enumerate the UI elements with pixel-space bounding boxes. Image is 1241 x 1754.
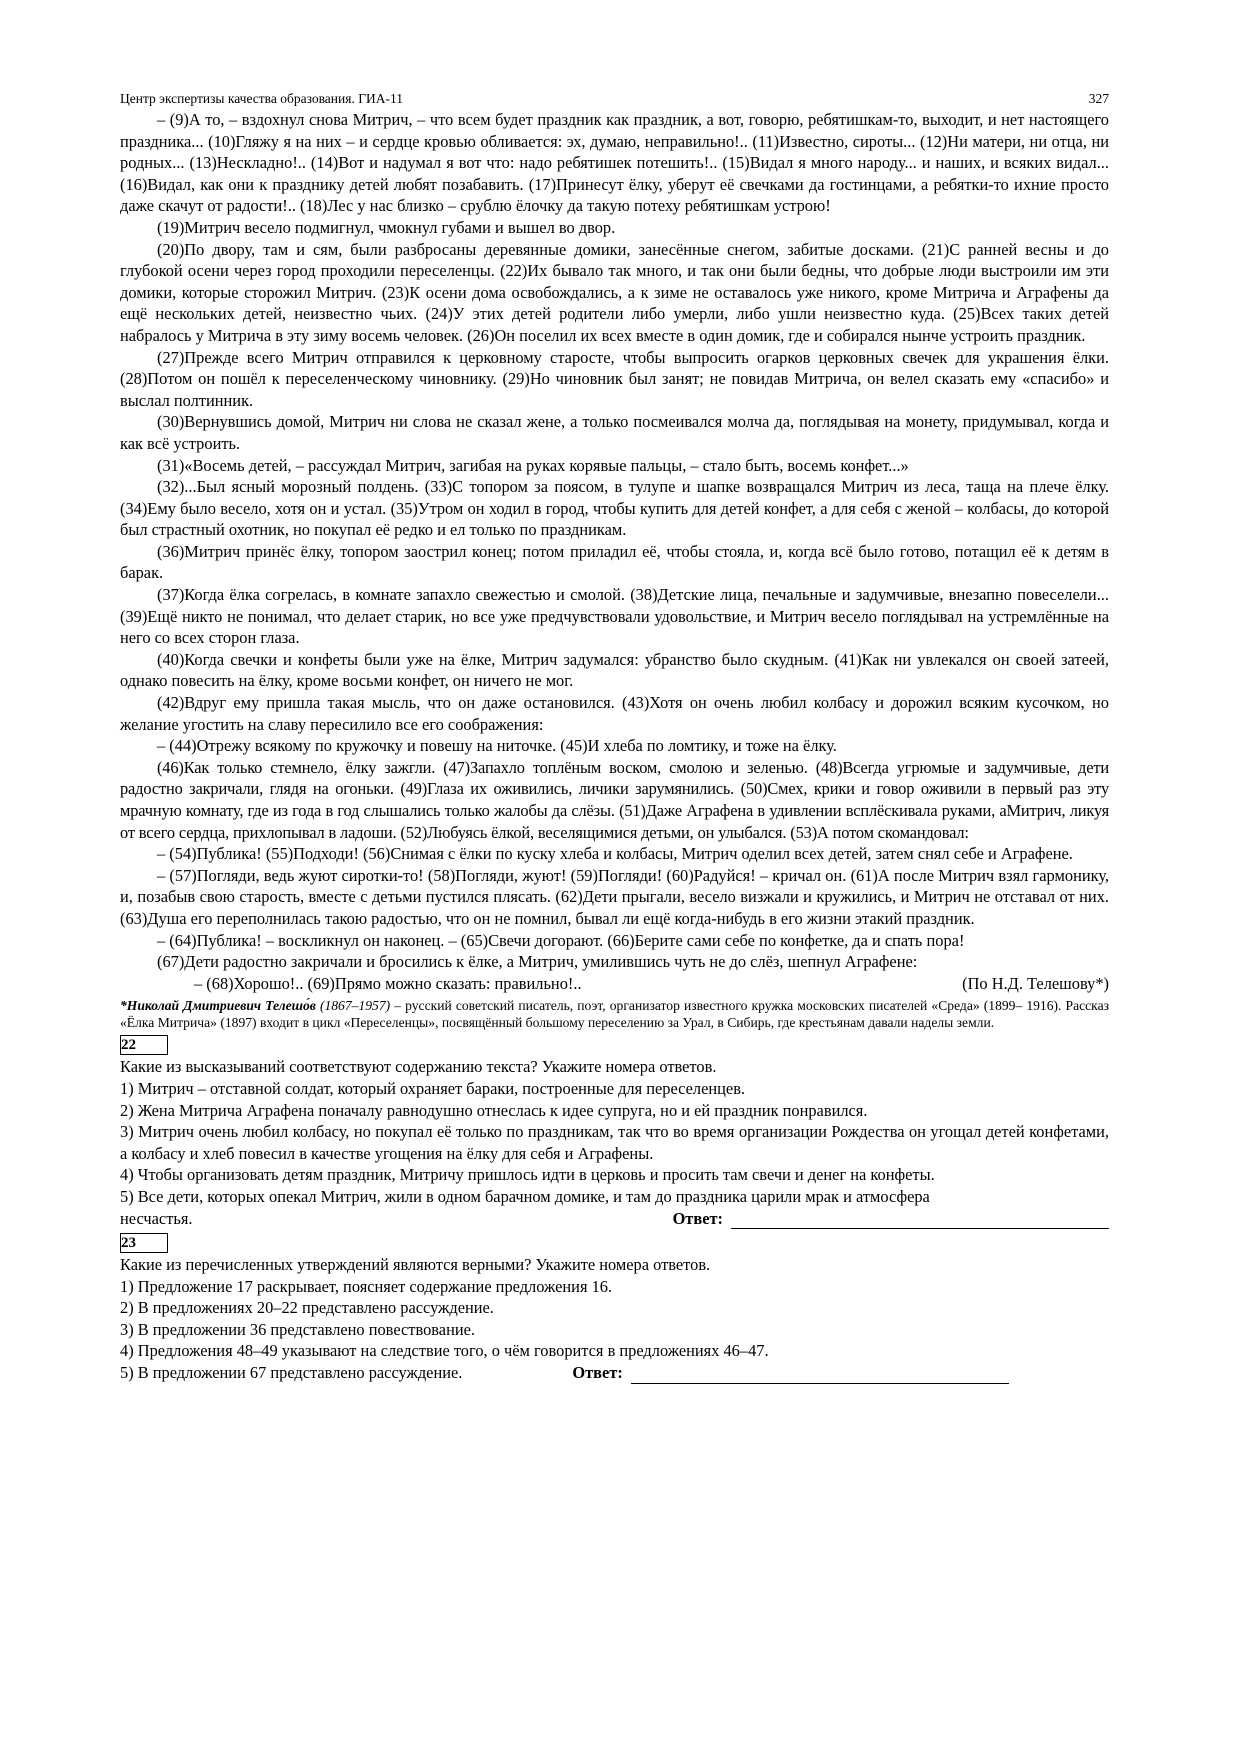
- answer-option: 3) Митрич очень любил колбасу, но покупал её только по праздникам, так что во время организации Рождества он угощал детей конфетами, а колбасу и хлеб повесил в качестве угощения на ёлку для себя и Аграфены.: [120, 1122, 1109, 1163]
- task-23: [120, 1229, 1109, 1384]
- paragraph: (42)Вдруг ему пришла такая мысль, что он даже остановился. (43)Хотя он очень любил колбасу и дорожил всяким кусочком, но желание угостить на славу пересилило все его соображения:: [120, 693, 1109, 734]
- page-header: [120, 90, 1109, 108]
- task-number-box: 23: [120, 1233, 168, 1253]
- answer-option-tail: несчастья.: [120, 1208, 193, 1228]
- answer-row: [120, 1208, 1109, 1230]
- footnote-author: *Николай Дмитриевич Телешо́в: [120, 998, 316, 1014]
- paragraph: (31)«Восемь детей, – рассуждал Митрич, загибая на руках корявые пальцы, – стало быть, восемь конфет...»: [157, 455, 909, 475]
- answer-field[interactable]: [631, 1367, 1009, 1384]
- paragraph: (40)Когда свечки и конфеты были уже на ёлке, Митрич задумался: убранство было скудным. (41)Как ни увлекался он своей затеей, однако повесить на ёлку, кроме восьми конфет, он ничего не мог.: [120, 649, 1109, 691]
- answer-option: 1) Митрич – отставной солдат, который охраняет бараки, построенные для переселенцев.: [120, 1078, 746, 1098]
- paragraph: – (54)Публика! (55)Подходи! (56)Снимая с ёлки по куску хлеба и колбасы, Митрич оделил всех детей, затем снял себе и Аграфене.: [157, 844, 1073, 864]
- paragraph: (20)По двору, там и сям, были разбросаны деревянные домики, занесённые снегом, забитые досками. (21)С ранней весны и до глубокой осени через город проходили переселенцы. (22)Их бывало так много, и так они были бедны, что добрые люди выстроили им эти домики, которые сторожил Митрич. (23)К осени дома освобождались, а к зиме не оставалось уже никого, кроме Митрича и Аграфены да ещё нескольких детей, неизвестно чьих. (24)У этих детей родители либо умерли, либо ушли неизвестно куда. (25)Всех таких детей набралось у Митрича в эту зиму восемь человек. (26)Он поселил их всех вместе в один домик, где и собирался нынче устроить праздник.: [120, 239, 1109, 345]
- author-footnote: [120, 997, 1109, 1031]
- paragraph: – (64)Публика! – воскликнул он наконец. – (65)Свечи догорают. (66)Берите сами себе по конфетке, да и спать пора!: [157, 930, 965, 950]
- paragraph: – (44)Отрежу всякому по кружочку и повешу на ниточке. (45)И хлеба по ломтику, и тоже на ёлку.: [157, 736, 837, 756]
- task-number-box: 22: [120, 1035, 168, 1055]
- answer-option: 5) В предложении 67 представлено рассуждение.: [120, 1363, 463, 1383]
- task-question: Какие из высказываний соответствуют содержанию текста? Укажите номера ответов.: [120, 1057, 717, 1077]
- closing-quote: – (68)Хорошо!.. (69)Прямо можно сказать: правильно!..: [194, 973, 582, 993]
- paragraph: (46)Как только стемнело, ёлку зажгли. (47)Запахло топлёным воском, смолою и зеленью. (48)Всегда угрюмые и задумчивые, дети радостно закричали, глядя на огоньки. (49)Глаза их оживились, личики зарумянились. (50)Смех, крики и говор оживили в первый раз эту мрачную комнату, где из года в год слышались только жалобы да слёзы. (51)Даже Аграфена в удивлении всплёскивала руками, аМитрич, ликуя от всего сердца, прихлопывал в ладоши. (52)Любуясь ёлкой, веселящимися детьми, он улыбался. (53)А потом скомандовал:: [120, 757, 1109, 842]
- task-question: Какие из перечисленных утверждений являются верными? Укажите номера ответов.: [120, 1255, 711, 1275]
- header-title: Центр экспертизы качества образования. ГИА-11: [120, 91, 403, 106]
- paragraph: – (9)А то, – вздохнул снова Митрич, – что всем будет праздник как праздник, а вот, говорю, ребятишкам-то, выходит, и нет настоящего праздника... (10)Гляжу я на них – и сердце кровью обливается: эх, думаю, неправильно!.. (11)Известно, сироты... (12)Ни матери, ни отца, ни родных... (13)Нескладно!.. (14)Вот и надумал я вот что: надо ребятишек потешить!.. (15)Видал я много народу... и наших, и всяких видал... (16)Видал, как они к празднику детей любят позабавить. (17)Принесут ёлку, уберут её свечками да гостинцами, а ребятки-то ихние просто даже скачут от радости!.. (18)Лес у нас близко – срублю ёлочку да такую потеху ребятишкам устрою!: [120, 110, 1109, 216]
- task-22: [120, 1031, 1109, 1229]
- answer-option: 5) Все дети, которых опекал Митрич, жили в одном барачном домике, и там до праздника царили мрак и атмосфера: [120, 1186, 930, 1206]
- paragraph: (30)Вернувшись домой, Митрич ни слова не сказал жене, а только посмеивался молча да, поглядывая на монету, придумывал, когда и как всё устроить.: [120, 412, 1109, 453]
- answer-label: Ответ:: [672, 1208, 723, 1228]
- answer-row: [120, 1362, 1109, 1384]
- answer-field[interactable]: [731, 1212, 1109, 1229]
- answer-option: 1) Предложение 17 раскрывает, поясняет содержание предложения 16.: [120, 1276, 613, 1296]
- answer-option: 3) В предложении 36 представлено повествование.: [120, 1319, 475, 1339]
- answer-label: Ответ:: [572, 1363, 623, 1383]
- paragraph: (37)Когда ёлка согрелась, в комнате запахло свежестью и смолой. (38)Детские лица, печальные и задумчивые, внезапно повеселели... (39)Ещё никто не понимал, что делает старик, но все уже предчувствовали удовольствие, и Митрич весело поглядывал на устремлённые на него со всех сторон глаза.: [120, 585, 1109, 648]
- page-number: 327: [1088, 91, 1109, 106]
- paragraph: – (57)Погляди, ведь жуют сиротки-то! (58)Погляди, жуют! (59)Погляди! (60)Радуйся! – кричал он. (61)А после Митрич взял гармонику, и, позабыв свою старость, вместе с детьми пустился плясать. (62)Дети прыгали, весело визжали и кружились, и Митрич не отставал от них. (63)Душа его переполнилась такою радостью, что он не помнил, бывал ли ещё когда-нибудь в его жизни этакий праздник.: [120, 865, 1109, 928]
- answer-option: 4) Предложения 48–49 указывают на следствие того, о чём говорится в предложениях 46–47.: [120, 1341, 769, 1361]
- paragraph: (32)...Был ясный морозный полдень. (33)С топором за поясом, в тулупе и шапке возвращался Митрич из леса, таща на плече ёлку. (34)Ему было весело, хотя он и устал. (35)Утром он ходил в город, чтобы купить для детей конфет, а для себя с женой – колбасы, до которой был страстный охотник, но покупал её редко и ел только по праздникам.: [120, 477, 1109, 540]
- paragraph: (19)Митрич весело подмигнул, чмокнул губами и вышел во двор.: [157, 217, 616, 237]
- paragraph: (27)Прежде всего Митрич отправился к церковному старосте, чтобы выпросить огарков церковных свечек для украшения ёлки. (28)Потом он пошёл к переселенческому чиновнику. (29)Но чиновник был занят; не повидав Митрича, он велел сказать ему «спасибо» и выслал полтинник.: [120, 347, 1109, 410]
- source-attribution: (По Н.Д. Телешову*): [962, 973, 1109, 993]
- paragraph: (36)Митрич принёс ёлку, топором заострил конец; потом приладил её, чтобы стояла, и, когда всё было готово, потащил её к детям в барак.: [120, 541, 1109, 583]
- paragraph: (67)Дети радостно закричали и бросились к ёлке, а Митрич, умилившись чуть не до слёз, шепнул Аграфене:: [157, 952, 918, 972]
- answer-option: 2) Жена Митрича Аграфена поначалу равнодушно отнеслась к идее супруга, но и ей праздник понравился.: [120, 1100, 868, 1120]
- footnote-years: (1867–1957): [319, 998, 391, 1014]
- footnote-text: – русский советский писатель, поэт, организатор известного кружка московских писателей «Среда» (1899– 1916). Рассказ «Ёлка Митрича» (1897) входит в цикл «Переселенцы», посвящённый большому переселению за Урал, в Сибирь, где крестьянам давали наделы земли.: [120, 998, 1109, 1031]
- closing-line: [120, 973, 1109, 995]
- answer-option: 4) Чтобы организовать детям праздник, Митричу пришлось идти в церковь и просить там свечи и денег на конфеты.: [120, 1165, 935, 1185]
- answer-option: 2) В предложениях 20–22 представлено рассуждение.: [120, 1298, 494, 1318]
- text-body: [120, 109, 1109, 1384]
